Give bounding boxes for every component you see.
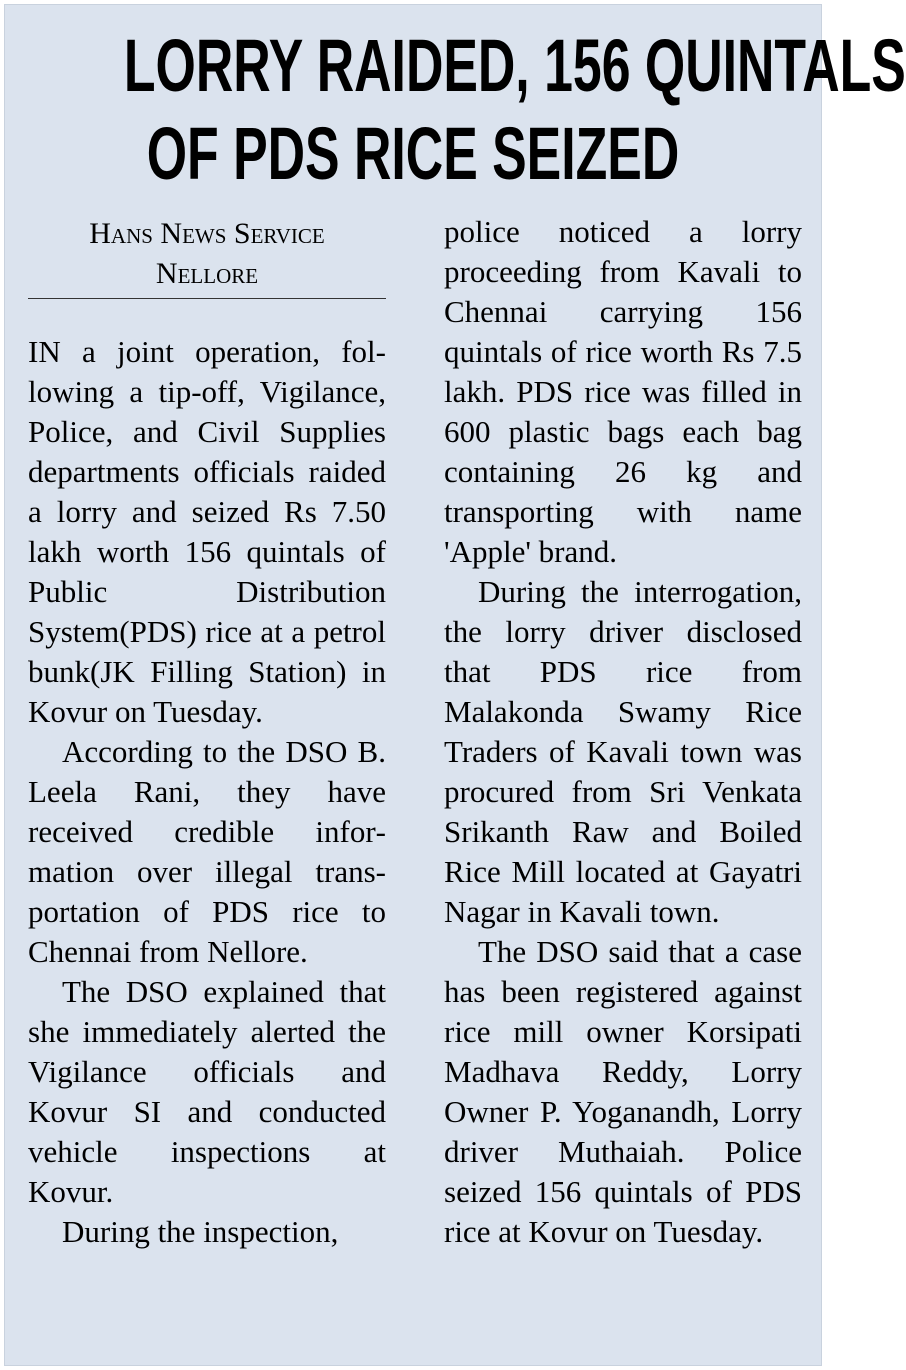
paragraph: IN a joint operation, following a tip-off, Vigilance, Police, and Civil Supplies departments officials raided a lorry and seized Rs 7.50 lakh worth 156 quintals of Public Distribution System(PDS) rice at a petrol bunk(JK Filling Station) in Kovur on Tuesday. <box>28 334 386 729</box>
headline-line-2: OF PDS RICE SEIZED <box>146 112 680 195</box>
paragraph: The DSO said that a case has been registered against rice mill owner Korsipati Madhava Reddy, Lorry Owner P. Yoganandh, Lorry driver Muthaiah. Police seized 156 quintals of PDS rice at Kovur on Tuesday. <box>444 934 802 1249</box>
headline-line-1: LORRY RAIDED, 156 QUINTALS <box>123 24 906 107</box>
news-service: Hans News Service <box>89 217 325 250</box>
paragraph: During the inspection, <box>62 1214 339 1249</box>
byline <box>28 214 386 294</box>
dateline-location: Nellore <box>155 257 259 290</box>
paragraph: The DSO explained that she immediately alerted the Vigilance officials and Kovur SI and conducted vehicle inspections at Kovur. <box>28 974 386 1209</box>
article-column-1 <box>28 332 386 1252</box>
paragraph: According to the DSO B. Leela Rani, they have received credible information over illegal transportation of PDS rice to Chennai from Nellore. <box>28 734 386 969</box>
article-column-2 <box>444 212 802 1252</box>
paragraph: During the interrogation, the lorry driver disclosed that PDS rice from Malakonda Swamy Rice Traders of Kavali town was procured from Sri Venkata Srikanth Raw and Boiled Rice Mill located at Gayatri Nagar in Kavali town. <box>444 574 802 929</box>
headline <box>0 22 906 198</box>
paragraph: police noticed a lorry proceeding from Kavali to Chennai carrying 156 quintals of rice worth Rs 7.5 lakh. PDS rice was filled in 600 plastic bags each bag containing 26 kg and transporting with name 'Apple' brand. <box>444 214 802 569</box>
byline-divider <box>28 298 386 299</box>
